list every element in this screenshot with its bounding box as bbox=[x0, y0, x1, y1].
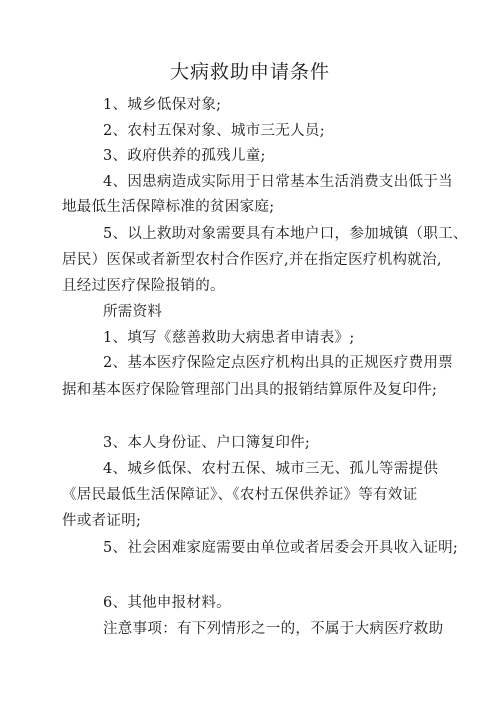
text-line: 5、社会困难家庭需要由单位或者居委会开具收入证明; bbox=[103, 540, 459, 556]
section-heading: 所需资料 bbox=[103, 304, 163, 320]
text-line: 居民）医保或者新型农村合作医疗,并在指定医疗机构就治, bbox=[62, 252, 442, 268]
text-line: 5、以上救助对象需要具有本地户口，参加城镇（职工、 bbox=[103, 226, 468, 242]
text-line: 1、填写《慈善救助大病患者申请表》; bbox=[103, 330, 355, 346]
text-line: 6、其他申报材料。 bbox=[103, 595, 231, 611]
text-line: 3、政府供养的孤残儿童; bbox=[103, 148, 266, 164]
text-line: 2、基本医疗保险定点医疗机构出具的正规医疗费用票 bbox=[103, 355, 453, 371]
text-line: 据和基本医疗保险管理部门出具的报销结算原件及复印件; bbox=[62, 382, 438, 398]
document-title: 大病救助申请条件 bbox=[169, 61, 330, 83]
text-line: 3、本人身份证、户口簿复印件; bbox=[103, 435, 311, 451]
text-line: 4、城乡低保、农村五保、城市三无、孤儿等需提供 bbox=[103, 461, 439, 477]
text-line: 地最低生活保障标准的贫困家庭; bbox=[62, 199, 275, 215]
text-line: 《居民最低生活保障证》、《农村五保供养证》等有效证 bbox=[62, 487, 418, 503]
text-line: 件或者证明; bbox=[62, 513, 142, 529]
text-line: 注意事项：有下列情形之一的，不属于大病医疗救助 bbox=[103, 621, 444, 637]
text-line: 2、农村五保对象、城市三无人员; bbox=[103, 123, 325, 139]
text-line: 1、城乡低保对象; bbox=[103, 97, 222, 113]
text-line: 且经过医疗保险报销的。 bbox=[62, 278, 225, 294]
text-line: 4、因患病造成实际用于日常基本生活消费支出低于当 bbox=[103, 174, 453, 190]
